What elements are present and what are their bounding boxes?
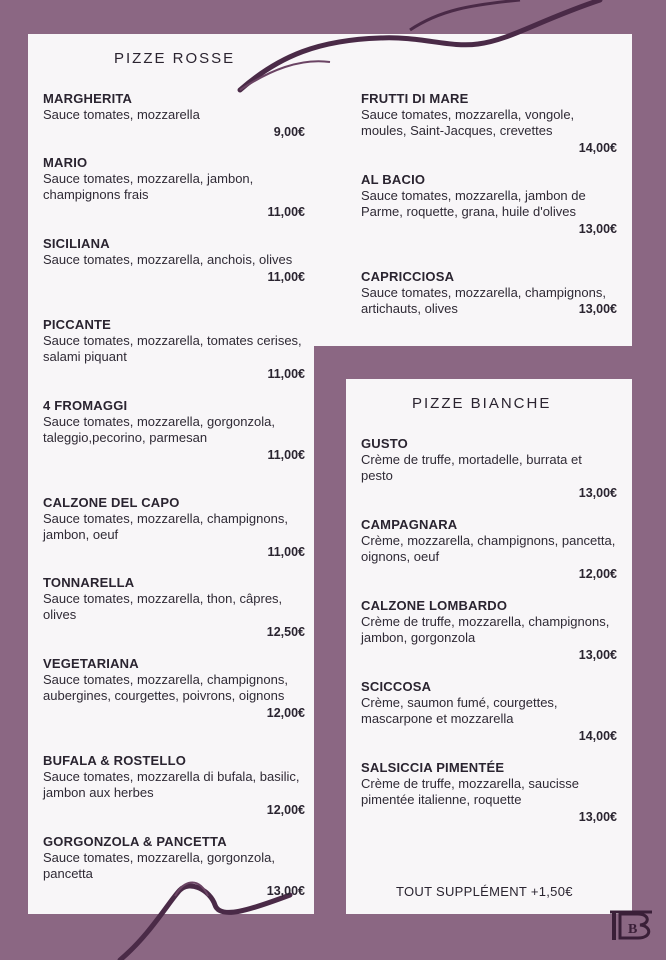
item-description: Sauce tomates, mozzarella, anchois, olives — [43, 252, 293, 267]
item-name: 4 FROMAGGI — [43, 398, 128, 413]
item-description: Sauce tomates, mozzarella, jambon, champignons frais — [43, 171, 254, 202]
item-price: 13,00€ — [578, 486, 617, 500]
item-price: 11,00€ — [267, 545, 305, 559]
item-description: Crème de truffe, mozzarella, champignons, jambon, gorgonzola — [361, 614, 610, 645]
item-price: 11,00€ — [267, 448, 305, 462]
item-description: Sauce tomates, mozzarella di bufala, basilic, jambon aux herbes — [43, 769, 300, 800]
item-description: Sauce tomates, mozzarella, thon, câpres, olives — [43, 591, 283, 622]
item-price: 12,00€ — [266, 803, 305, 817]
item-description: Sauce tomates, mozzarella, champignons, jambon, oeuf — [43, 511, 288, 542]
item-description: Crème, mozzarella, champignons, pancetta, oignons, oeuf — [361, 533, 616, 564]
item-price: 13,00€ — [578, 222, 617, 236]
section-title-rosse: PIZZE ROSSE — [114, 50, 236, 67]
B-monogram-icon — [608, 906, 658, 942]
menu-item — [361, 598, 617, 663]
item-price: 14,00€ — [578, 141, 617, 155]
item-name: GORGONZOLA & PANCETTA — [43, 834, 227, 849]
item-price: 9,00€ — [273, 125, 305, 139]
item-name: CAMPAGNARA — [361, 517, 458, 532]
menu-item — [43, 495, 305, 560]
menu-item — [43, 91, 305, 140]
item-name: TONNARELLA — [43, 575, 135, 590]
item-description: Sauce tomates, mozzarella, gorgonzola, pancetta — [43, 850, 275, 881]
item-price: 13,00€ — [266, 884, 305, 898]
item-price: 14,00€ — [578, 729, 617, 743]
menu-item — [43, 656, 305, 721]
item-name: MARGHERITA — [43, 91, 133, 106]
item-name: SALSICCIA PIMENTÉE — [361, 760, 505, 775]
item-name: VEGETARIANA — [43, 656, 139, 671]
item-name: PICCANTE — [43, 317, 112, 332]
item-name: SCICCOSA — [361, 679, 432, 694]
item-name: CAPRICCIOSA — [361, 269, 455, 284]
menu-item — [361, 269, 617, 317]
item-name: BUFALA & ROSTELLO — [43, 753, 187, 768]
item-name: FRUTTI DI MARE — [361, 91, 469, 106]
item-description: Sauce tomates, mozzarella, jambon de Parme, roquette, grana, huile d'olives — [361, 188, 586, 219]
svg-text:B: B — [628, 922, 638, 937]
item-description: Crème de truffe, mozzarella, saucisse pimentée italienne, roquette — [361, 776, 579, 807]
item-description: Sauce tomates, mozzarella, gorgonzola, taleggio,pecorino, parmesan — [43, 414, 275, 445]
item-description: Sauce tomates, mozzarella, champignons, artichauts, olives — [361, 285, 606, 316]
supplement-note: TOUT SUPPLÉMENT +1,50€ — [396, 884, 573, 899]
item-price: 11,00€ — [267, 205, 305, 219]
item-description: Crème, saumon fumé, courgettes, mascarpone et mozzarella — [361, 695, 558, 726]
menu-item — [361, 760, 617, 825]
item-price: 13,00€ — [578, 648, 617, 662]
item-description: Sauce tomates, mozzarella, vongole, moules, Saint-Jacques, crevettes — [361, 107, 575, 138]
item-name: CALZONE DEL CAPO — [43, 495, 180, 510]
item-description: Crème de truffe, mortadelle, burrata et pesto — [361, 452, 582, 483]
menu-item — [43, 317, 305, 382]
item-price: 12,00€ — [578, 567, 617, 581]
item-price: 11,00€ — [267, 270, 305, 284]
menu-item — [43, 834, 305, 899]
item-price: 12,00€ — [266, 706, 305, 720]
menu-item — [361, 172, 617, 237]
menu-item — [361, 517, 617, 582]
item-name: AL BACIO — [361, 172, 426, 187]
item-name: GUSTO — [361, 436, 408, 451]
menu-item — [43, 155, 305, 220]
item-description: Sauce tomates, mozzarella — [43, 107, 200, 122]
menu-item — [43, 398, 305, 463]
menu-item — [43, 236, 305, 285]
menu-item — [361, 679, 617, 744]
item-price: 13,00€ — [578, 810, 617, 824]
section-title-bianche: PIZZE BIANCHE — [412, 395, 552, 412]
menu-item — [361, 436, 617, 501]
item-price: 13,00€ — [578, 302, 617, 316]
item-description: Sauce tomates, mozzarella, champignons, aubergines, courgettes, poivrons, oignons — [43, 672, 288, 703]
item-name: SICILIANA — [43, 236, 110, 251]
menu-item — [361, 91, 617, 156]
menu-item — [43, 753, 305, 818]
item-name: CALZONE LOMBARDO — [361, 598, 508, 613]
item-name: MARIO — [43, 155, 88, 170]
item-price: 11,00€ — [267, 367, 305, 381]
item-description: Sauce tomates, mozzarella, tomates cerises, salami piquant — [43, 333, 302, 364]
item-price: 12,50€ — [266, 625, 305, 639]
menu-item — [43, 575, 305, 640]
